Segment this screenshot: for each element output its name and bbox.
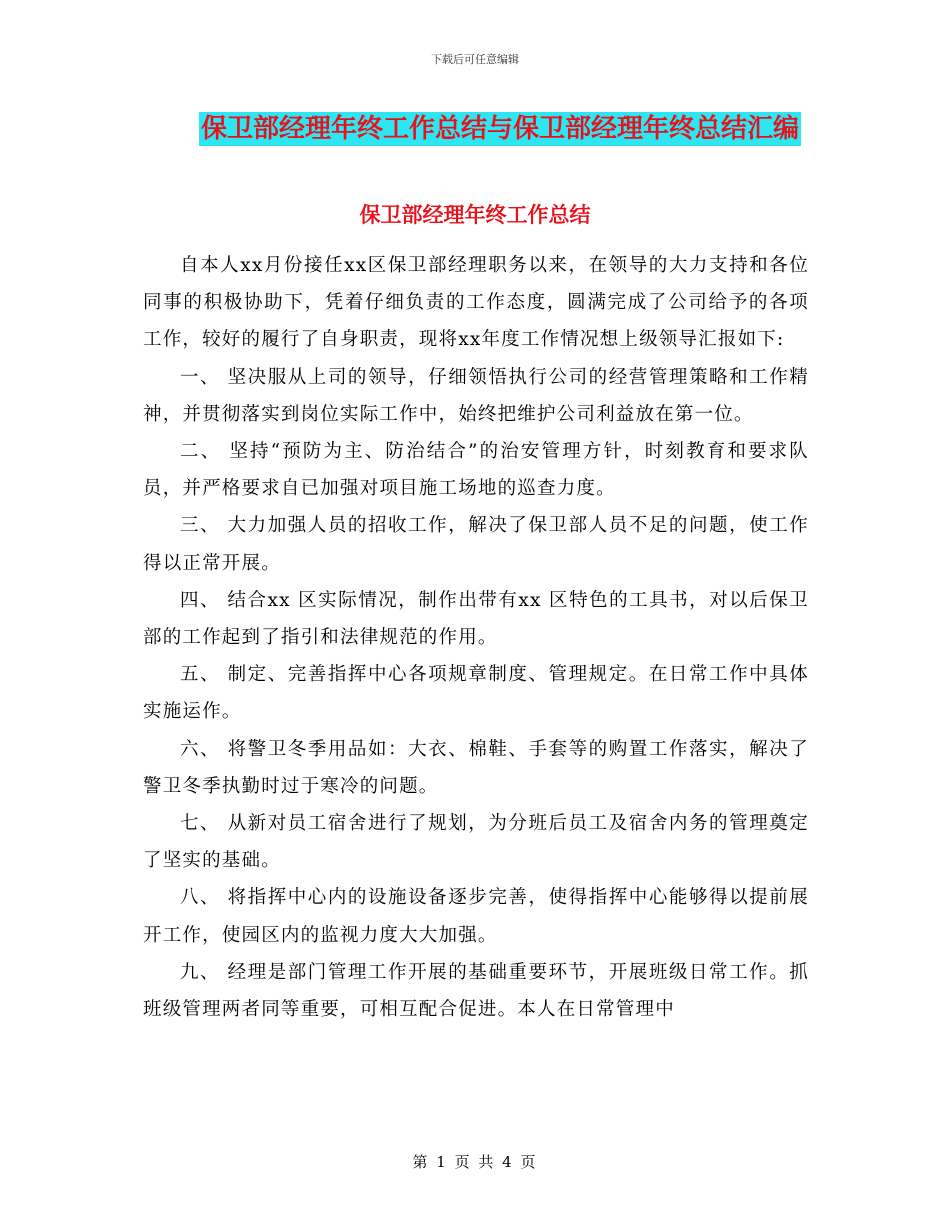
paragraph-item-2: 二、 坚持“预防为主、防治结合”的治安管理方针，时刻教育和要求队员，并严格要求自已加强对项目施工场地的巡查力度。 (143, 441, 809, 500)
paragraph-item-6: 六、 将警卫冬季用品如：大衣、棉鞋、手套等的购置工作落实，解决了警卫冬季执勤时过于寒冷的问题。 (143, 738, 809, 797)
document-title-text: 保卫部经理年终工作总结与保卫部经理年终总结汇编 (200, 114, 799, 144)
paragraph-item-7: 七、 从新对员工宿舍进行了规划，为分班后员工及宿舍内务的管理奠定了坚实的基础。 (143, 813, 809, 872)
paragraph-item-5: 五、 制定、完善指挥中心各项规章制度、管理规定。在日常工作中具体实施运作。 (143, 664, 809, 723)
page-number: 第 1 页 共 4 页 (412, 1153, 538, 1171)
document-title (0, 112, 950, 146)
paragraph-intro: 自本人xx月份接任xx区保卫部经理职务以来，在领导的大力支持和各位同事的积极协助下，凭着仔细负责的工作态度，圆满完成了公司给予的各项工作，较好的履行了自身职责，现将xx年度工作情况想上级领导汇报如下: (143, 255, 809, 351)
paragraph-item-3: 三、 大力加强人员的招收工作，解决了保卫部人员不足的问题，使工作得以正常开展。 (143, 515, 809, 574)
paragraph-item-1: 一、 坚决服从上司的领导，仔细领悟执行公司的经营管理策略和工作精神，并贯彻落实到岗位实际工作中，始终把维护公司利益放在第一位。 (143, 366, 809, 425)
section-title: 保卫部经理年终工作总结 (359, 203, 591, 227)
document-body (143, 247, 809, 1028)
page-header: 下载后可任意编辑 (431, 53, 519, 66)
paragraph-item-9: 九、 经理是部门管理工作开展的基础重要环节，开展班级日常工作。抓班级管理两者同等重要，可相互配合促进。本人在日常管理中 (143, 961, 809, 1021)
paragraph-item-4: 四、 结合xx 区实际情况，制作出带有xx 区特色的工具书，对以后保卫部的工作起到了指引和法律规范的作用。 (143, 589, 809, 649)
paragraph-item-8: 八、 将指挥中心内的设施设备逐步完善，使得指挥中心能够得以提前展开工作，使园区内的监视力度大大加强。 (143, 887, 809, 946)
